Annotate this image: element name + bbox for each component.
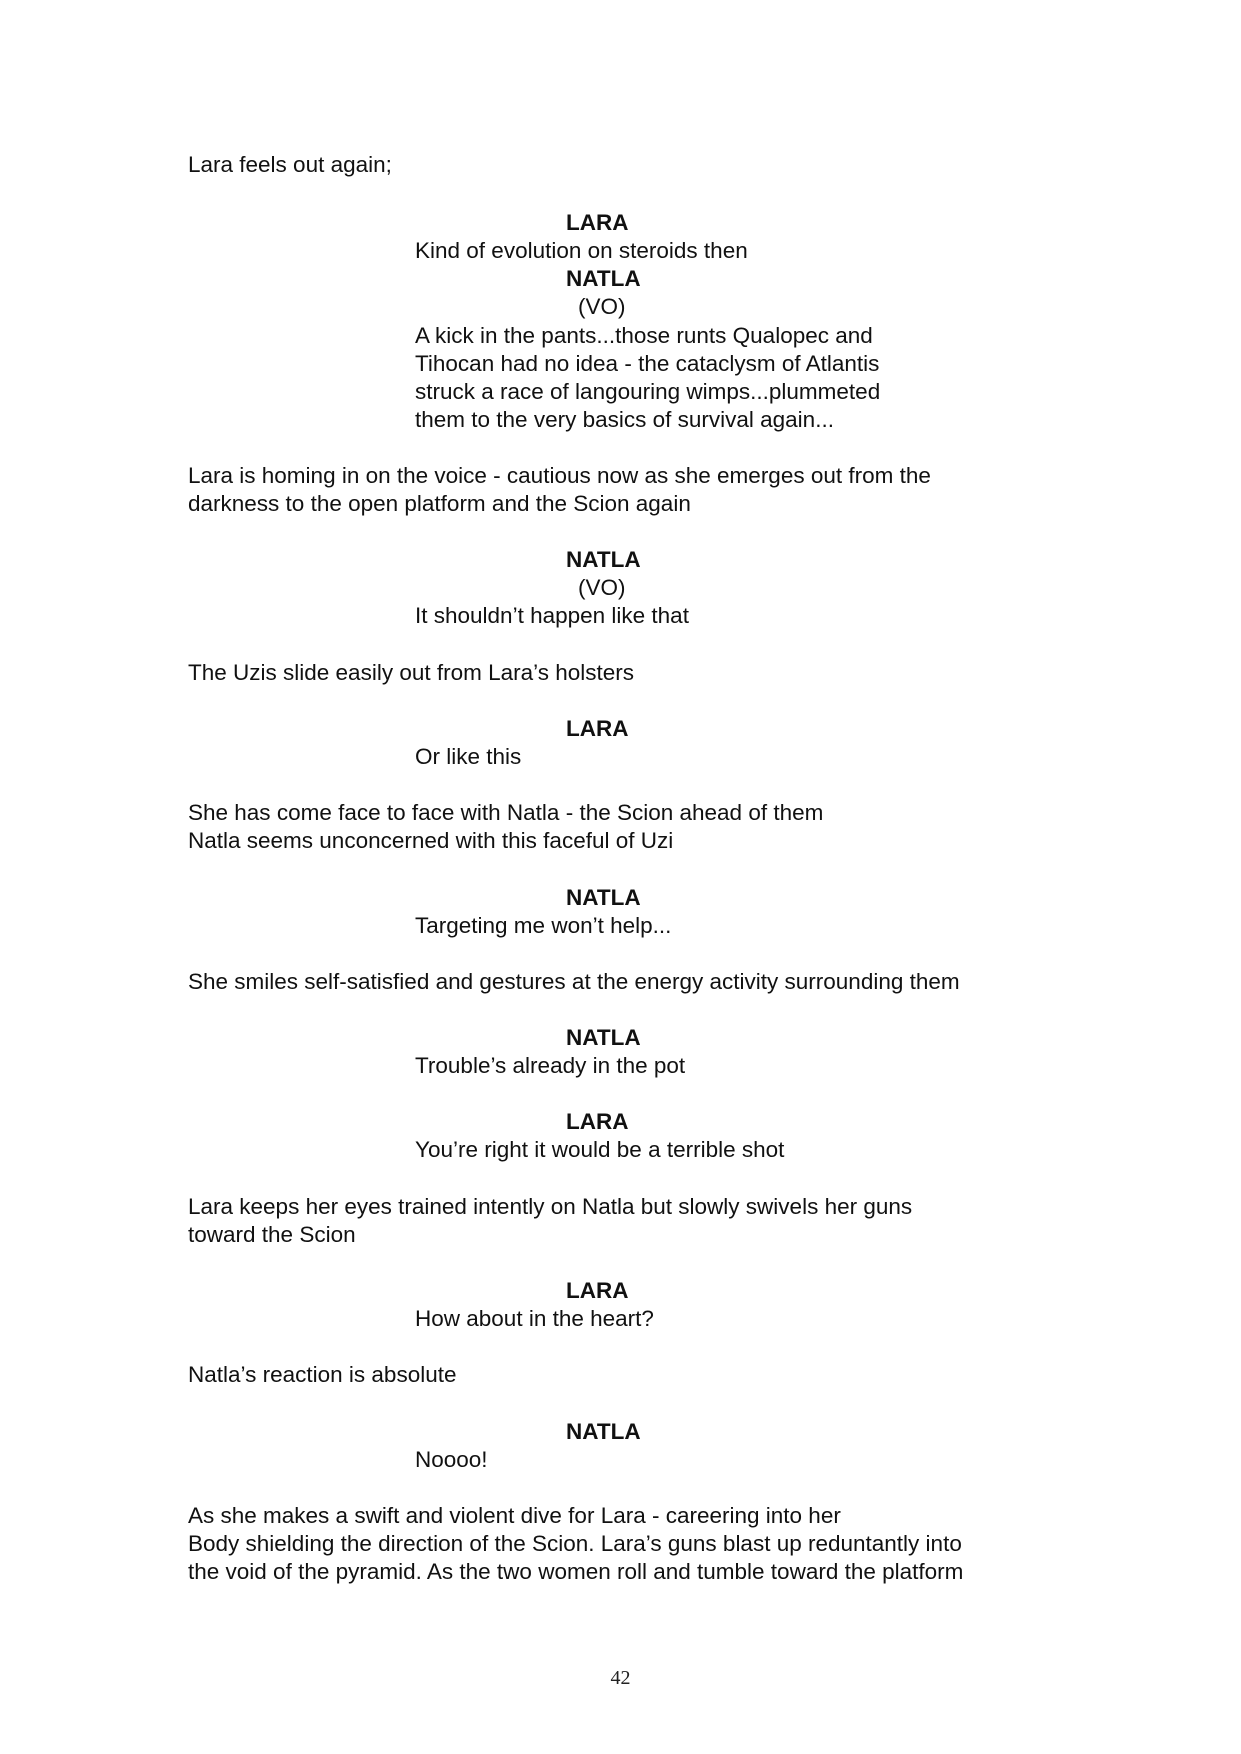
character-cue: LARA	[566, 1278, 629, 1303]
action-line: Natla’s reaction is absolute	[188, 1362, 457, 1387]
character-cue: NATLA	[566, 547, 641, 572]
dialogue-line: Trouble’s already in the pot	[415, 1053, 686, 1078]
action-line: darkness to the open platform and the Scion again	[188, 491, 691, 516]
page-number: 42	[610, 1667, 631, 1689]
action-line: Lara keeps her eyes trained intently on Natla but slowly swivels her guns	[188, 1194, 913, 1219]
character-cue: NATLA	[566, 1419, 641, 1444]
action-line: the void of the pyramid. As the two women roll and tumble toward the platform	[188, 1559, 964, 1584]
character-cue: LARA	[566, 210, 629, 235]
dialogue-line: A kick in the pants...those runts Qualopec and	[415, 323, 873, 348]
dialogue-line: Or like this	[415, 744, 522, 769]
dialogue-line: Targeting me won’t help...	[415, 913, 672, 938]
action-line: She has come face to face with Natla - the Scion ahead of them	[188, 800, 824, 825]
dialogue-line: Noooo!	[415, 1447, 488, 1472]
parenthetical: (VO)	[578, 575, 626, 600]
character-cue: NATLA	[566, 885, 641, 910]
character-cue: LARA	[566, 1109, 629, 1134]
action-line: Lara is homing in on the voice - cautious now as she emerges out from the	[188, 463, 931, 488]
action-line: Body shielding the direction of the Scion. Lara’s guns blast up reduntantly into	[188, 1531, 962, 1556]
action-line: She smiles self-satisfied and gestures at the energy activity surrounding them	[188, 969, 960, 994]
character-cue: NATLA	[566, 1025, 641, 1050]
dialogue-line: Tihocan had no idea - the cataclysm of Atlantis	[415, 351, 880, 376]
action-line: The Uzis slide easily out from Lara’s holsters	[188, 660, 635, 685]
dialogue-line: How about in the heart?	[415, 1306, 654, 1331]
dialogue-line: It shouldn’t happen like that	[415, 603, 689, 628]
dialogue-line: struck a race of langouring wimps...plummeted	[415, 379, 881, 404]
action-line: Lara feels out again;	[188, 152, 392, 177]
action-line: As she makes a swift and violent dive for Lara - careering into her	[188, 1503, 841, 1528]
action-line: toward the Scion	[188, 1222, 356, 1247]
character-cue: LARA	[566, 716, 629, 741]
dialogue-line: Kind of evolution on steroids then	[415, 238, 748, 263]
character-cue: NATLA	[566, 266, 641, 291]
parenthetical: (VO)	[578, 294, 626, 319]
dialogue-line: them to the very basics of survival again...	[415, 407, 834, 432]
dialogue-line: You’re right it would be a terrible shot	[415, 1137, 785, 1162]
action-line: Natla seems unconcerned with this faceful of Uzi	[188, 828, 674, 853]
